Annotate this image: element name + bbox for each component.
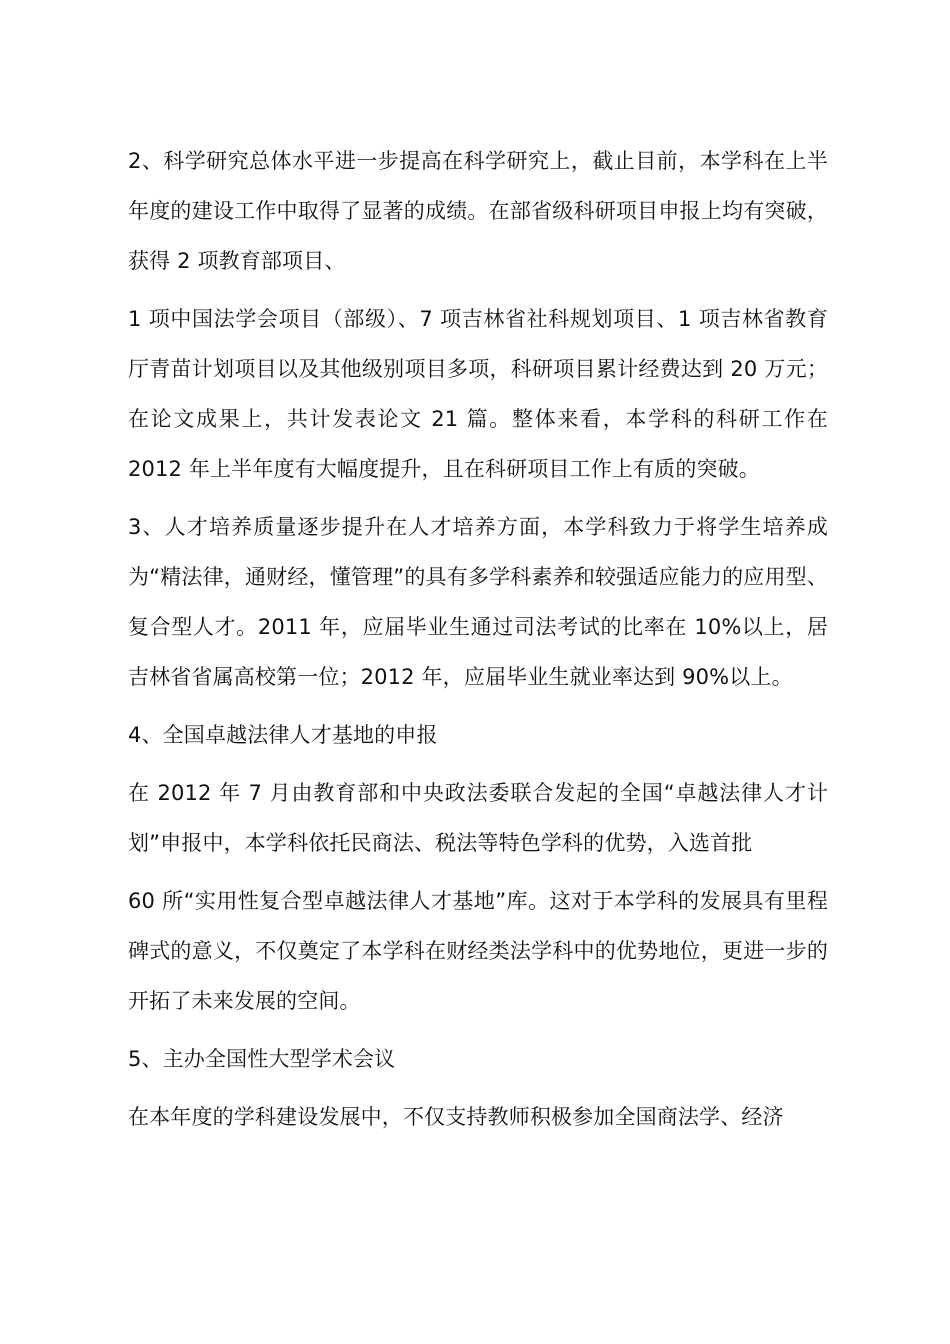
heading-law-talent-base: 4、全国卓越法律人才基地的申报 — [128, 723, 438, 747]
paragraph-research-level: 2、科学研究总体水平进一步提高在科学研究上，截止目前，本学科在上半年度的建设工作中取得了显著的成绩。在部省级科研项目申报上均有突破，获得 2 项教育部项目、 — [128, 149, 828, 273]
paragraph-academic-conference: 在本年度的学科建设发展中，不仅支持教师积极参加全国商法学、经济 — [128, 1105, 784, 1129]
paragraph-talent-training: 3、人才培养质量逐步提升在人才培养方面，本学科致力于将学生培养成为“精法律，通财经，懂管理”的具有多学科素养和较强适应能力的应用型、复合型人才。2011 年，应届毕业生通过司法考试的比率在 10%以上，居吉林省省属高校第一位；2012 年，应届毕业生就业率达到 90%以上。 — [128, 515, 828, 689]
paragraph-law-talent-plan: 在 2012 年 7 月由教育部和中央政法委联合发起的全国“卓越法律人才计划”申报中，本学科依托民商法、税法等特色学科的优势，入选首批 — [128, 781, 828, 855]
heading-academic-conference: 5、主办全国性大型学术会议 — [128, 1047, 396, 1071]
paragraph-law-talent-base-result: 60 所“实用性复合型卓越法律人才基地”库。这对于本学科的发展具有里程碑式的意义，不仅奠定了本学科在财经类法学科中的优势地位，更进一步的开拓了未来发展的空间。 — [128, 889, 828, 1013]
paragraph-research-projects: 1 项中国法学会项目（部级）、7 项吉林省社科规划项目、1 项吉林省教育厅青苗计划项目以及其他级别项目多项，科研项目累计经费达到 20 万元；在论文成果上，共计发表论文 21 篇。整体来看，本学科的科研工作在 2012 年上半年度有大幅度提升，且在科研项目工作上有质的突破。 — [128, 307, 828, 481]
document-body — [128, 136, 828, 1150]
